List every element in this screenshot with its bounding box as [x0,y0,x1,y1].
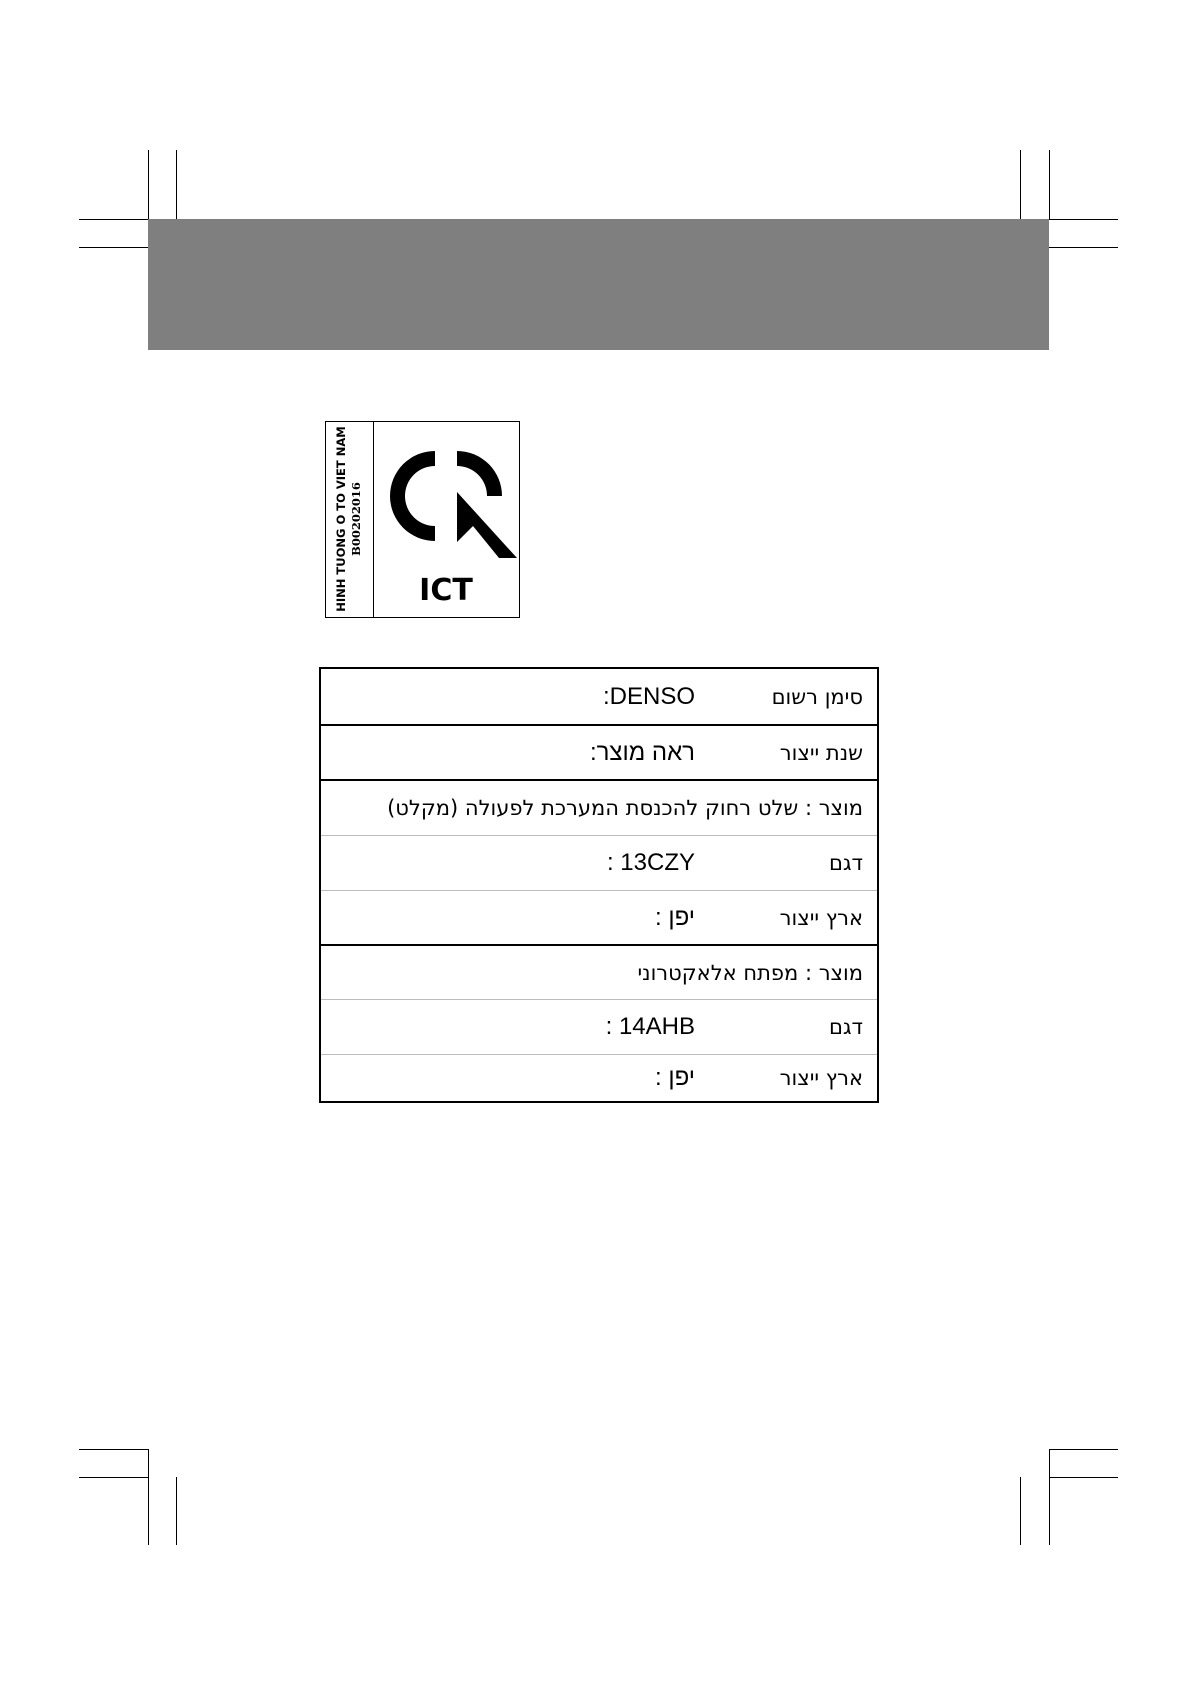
ict-q-icon [373,422,519,617]
table-row-product-2 [321,946,877,999]
table-row-product-1 [321,781,877,835]
table-row-model-2 [321,1000,877,1054]
table-row-country-1 [321,891,877,944]
row-label: ארץ ייצור [779,905,863,930]
crop-mark [176,150,177,219]
crop-mark [1049,1449,1118,1450]
crop-mark [148,150,149,219]
table-row-trademark [321,669,877,724]
row-full-text: מוצר : מפתח אלאקטרוני [637,960,863,985]
crop-mark [79,1449,148,1450]
crop-mark [1020,150,1021,219]
crop-mark [176,1477,177,1545]
mark-side-line-2: B00202016 [349,482,363,556]
table-row-model-1 [321,836,877,890]
crop-mark [1049,219,1118,220]
crop-mark [79,1477,148,1478]
mark-side-text [334,426,364,611]
row-value: 13CZY : [606,849,695,876]
row-value: ראה מוצר: [589,738,695,766]
crop-mark [79,219,148,220]
ict-logo [373,422,519,617]
row-label: דגם [828,851,863,875]
row-label: סימן רשום [771,684,863,709]
crop-mark [1049,1477,1118,1478]
mark-side-line-1: HINH TUONG O TO VIET NAM [334,426,348,612]
row-label: ארץ ייצור [779,1066,863,1090]
crop-mark [1049,1449,1050,1545]
crop-mark [1049,150,1050,219]
mark-side-panel [326,422,374,617]
product-info-table [319,667,879,1103]
table-row-year [321,726,877,779]
row-label: שנת ייצור [779,740,863,765]
row-full-text: מוצר : שלט רחוק להכנסת המערכת לפעולה (מקלט) [387,796,863,820]
ict-certification-mark [325,421,520,618]
header-band [148,219,1049,350]
table-row-country-2 [321,1055,877,1101]
crop-mark [79,247,148,248]
row-label: דגם [828,1015,863,1039]
row-value: 14AHB : [605,1013,695,1040]
ict-logo-text: ICT [419,573,473,608]
crop-mark [1049,247,1118,248]
row-value: יפן : [655,1064,695,1091]
row-value: יפן : [655,903,695,931]
row-value: DENSO: [602,682,695,710]
crop-mark [1020,1477,1021,1545]
crop-mark [148,1449,149,1545]
